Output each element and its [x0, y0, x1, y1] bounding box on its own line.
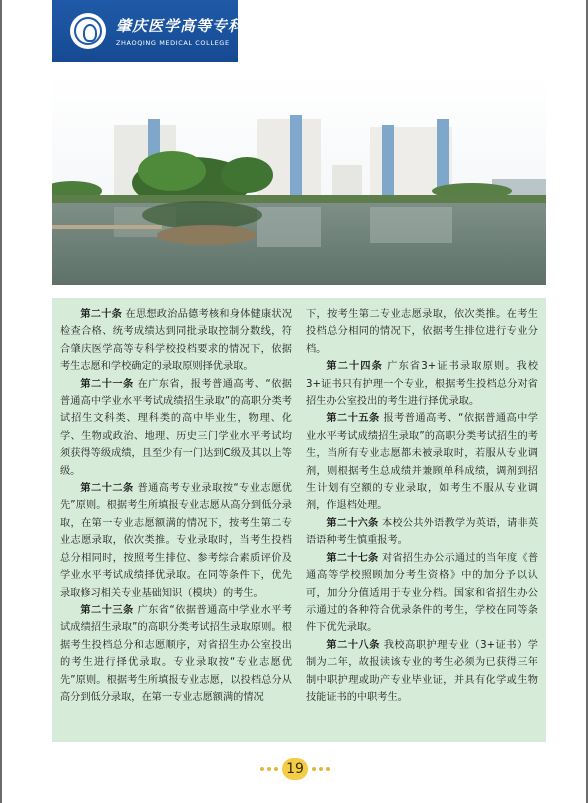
article-body: 报考普通高考、“依据普通高中学业水平考试成绩招生录取”的高职分类考试招生的考生，当所有专业志愿都未被录取时，若服从专业调剂，则根据考生总成绩并兼顾单科成绩，调剂到招生计划有空额的专业录取，如考生不服从专业调剂，作退档处理。 — [306, 413, 538, 512]
school-emblem-icon — [70, 13, 106, 49]
page-border-left — [0, 0, 2, 803]
article-24 — [306, 358, 538, 410]
article-body: 在思想政治品德考核和身体健康状况检查合格、统考成绩达到同批录取控制分数线，符合肇庆医学高等专科学校投档要求的情况下，依据考生志愿和学校确定的录取原则择优录取。 — [60, 309, 293, 373]
article-title: 第二十五条 — [326, 413, 380, 425]
campus-photo — [52, 75, 546, 285]
school-name-en: ZHAOQING MEDICAL COLLEGE — [116, 39, 230, 47]
article-title: 第二十四条 — [326, 361, 383, 373]
school-name-cn: 肇庆医学高等专科学校 — [116, 17, 277, 35]
article-22 — [60, 480, 292, 602]
decor-dots-left — [260, 767, 278, 771]
article-title: 第二十七条 — [326, 552, 379, 564]
article-body: 本校公共外语教学为英语，请非英语语种考生慎重报考。 — [306, 517, 539, 547]
article-title: 第二十二条 — [80, 483, 134, 495]
article-title: 第二十八条 — [326, 639, 380, 651]
page-number-label: 19 — [282, 758, 308, 780]
article-26 — [306, 515, 538, 550]
article-title: 第二十一条 — [80, 378, 134, 390]
article-body: 普通高考专业录取按“专业志愿优先”原则。根据考生所填报专业志愿从高分到低分录取，在第一专业志愿额满的情况下，按考生第二专业志愿录取，依次类推。专业录取时，当考生投档总分相同时，按照考生排位、参考综合素质评价及学业水平考试成绩择优录取。在同等条件下，优先录取修习相关专业基础知识（模块）的考生。 — [60, 483, 292, 599]
school-names — [116, 15, 276, 47]
article-body: 下，按考生第二专业志愿录取，依次类推。在考生投档总分相同的情况下，依据考生排位进行专业分档。 — [306, 309, 538, 355]
article-23-continued — [306, 306, 538, 358]
article-body: 广东省“依据普通高中学业水平考试成绩招生录取”的高职分类考试招生录取原则。根据考生投档总分和志愿顺序，对省招生办公室投出的考生进行择优录取。专业录取按“专业志愿优先”原则。根据考生所填报专业志愿，以投档总分从高分到低分录取，在第一专业志愿额满的情况 — [60, 604, 292, 703]
article-20 — [60, 306, 292, 376]
text-column-left — [60, 306, 292, 742]
article-body: 我校高职护理专业（3+证书）学制为二年，故报读该专业的考生必须为已获得三年制中职护理或助产专业毕业证，并具有化学或生物技能证书的中职考生。 — [306, 639, 538, 703]
article-title: 第二十六条 — [326, 517, 379, 529]
header-banner — [52, 0, 277, 62]
text-column-right — [306, 306, 538, 742]
article-23 — [60, 602, 292, 706]
page-number — [260, 757, 330, 781]
article-title: 第二十条 — [80, 309, 123, 320]
article-25 — [306, 410, 538, 514]
article-body: 对省招生办公示通过的当年度《普通高等学校照顾加分考生资格》中的加分予以认可，加分分值适用于专业分档。国家和省招生办公示通过的各种符合优录条件的考生，学校在同等条件下优先录取。 — [306, 552, 539, 634]
article-body: 在广东省，报考普通高考、“依据普通高中学业水平考试成绩招生录取”的高职分类考试招生文科类、理科类的高中毕业生，物理、化学、生物或政治、地理、历史三门学业水平考试均须获得等级成绩，且至少有一门达到C级及其以上等级。 — [60, 378, 292, 477]
article-body: 广东省3+证书录取原则。我校3+证书只有护理一个专业，根据考生投档总分对省招生办公室投出的考生进行择优录取。 — [306, 361, 538, 408]
article-21 — [60, 376, 292, 480]
decor-dots-right — [312, 767, 330, 771]
article-title: 第二十三条 — [80, 604, 134, 616]
admission-rules-panel — [52, 298, 546, 742]
article-27 — [306, 550, 538, 637]
article-28 — [306, 637, 538, 707]
